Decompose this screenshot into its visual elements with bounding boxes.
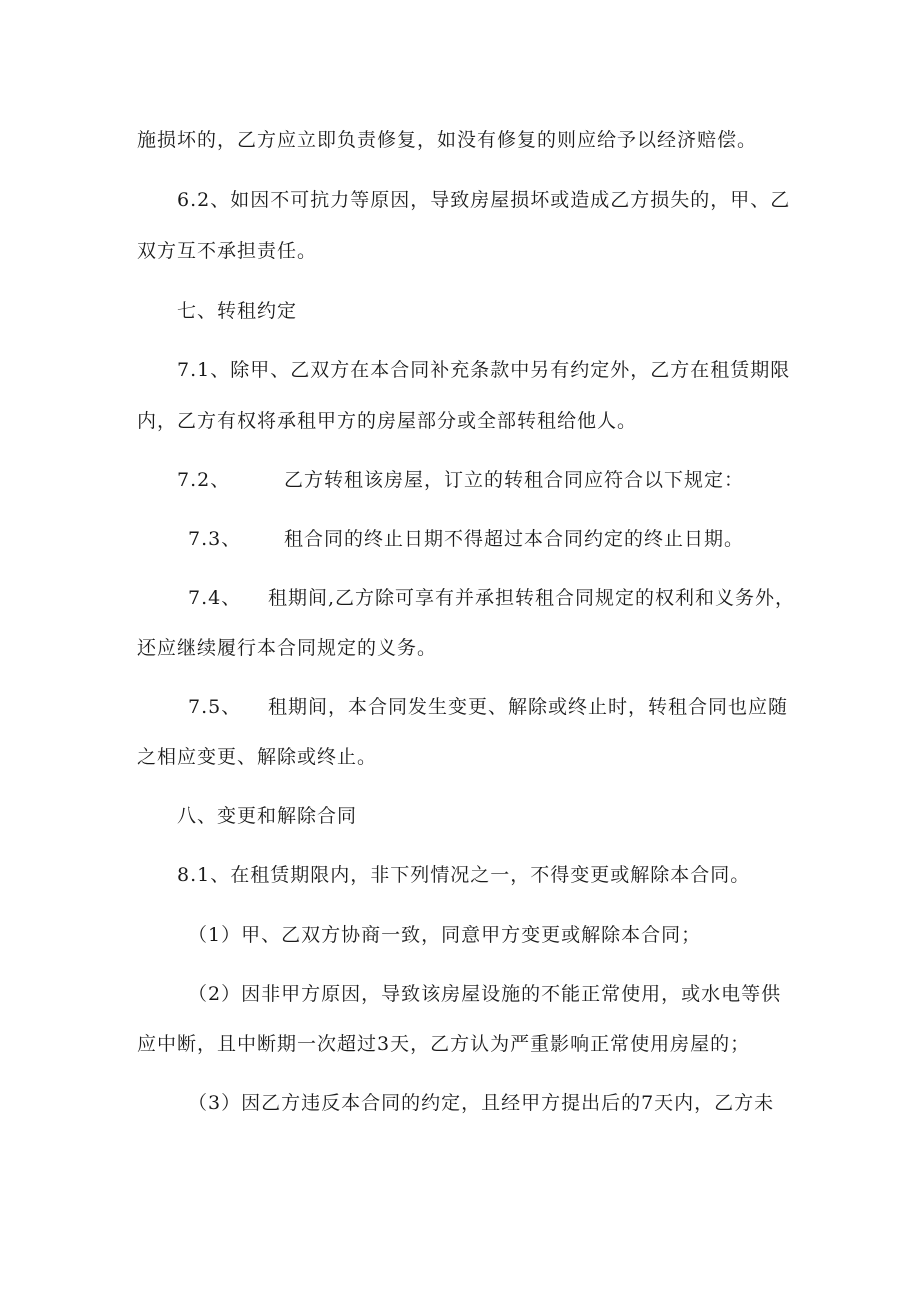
- text-line: 乙方转租该房屋，订立的转租合同应符合以下规定：: [284, 469, 745, 491]
- text-line: 施损坏的，乙方应立即负责修复，如没有修复的则应给予以经济赔偿。: [137, 129, 758, 151]
- text-line: （1）甲、乙双方协商一致，同意甲方变更或解除本合同；: [188, 924, 702, 946]
- text-line: 应中断，且中断期一次超过3天，乙方认为严重影响正常使用房屋的；: [137, 1033, 751, 1055]
- text-line: 租合同的终止日期不得超过本合同约定的终止日期。: [284, 528, 745, 550]
- text-line: 双方互不承担责任。: [137, 240, 318, 262]
- text-line: 租期间，本合同发生变更、解除或终止时，转租合同也应随: [268, 696, 789, 718]
- text-line: 6.2、如因不可抗力等原因，导致房屋损坏或造成乙方损失的，甲、乙: [177, 189, 791, 211]
- text-line: （2）因非甲方原因，导致该房屋设施的不能正常使用，或水电等供: [188, 983, 782, 1005]
- clause-number: 7.2、: [177, 469, 231, 491]
- clause-number: 7.5、: [188, 696, 242, 718]
- clause-number: 7.4、: [188, 587, 242, 609]
- text-line: 还应继续履行本合同规定的义务。: [137, 637, 438, 659]
- text-line: 之相应变更、解除或终止。: [137, 746, 378, 768]
- text-line: 7.1、除甲、乙双方在本合同补充条款中另有约定外，乙方在租赁期限: [177, 359, 791, 381]
- text-line: 8.1、在租赁期限内，非下列情况之一，不得变更或解除本合同。: [177, 864, 751, 886]
- text-line: 内，乙方有权将承租甲方的房屋部分或全部转租给他人。: [137, 410, 638, 432]
- clause-number: 7.3、: [188, 528, 242, 550]
- text-line: 八、变更和解除合同: [177, 805, 358, 827]
- text-line: 租期间,乙方除可享有并承担转租合同规定的权利和义务外，: [268, 587, 796, 609]
- text-line: 七、转租约定: [177, 300, 298, 322]
- text-line: （3）因乙方违反本合同的约定，且经甲方提出后的7天内，乙方未: [188, 1092, 775, 1114]
